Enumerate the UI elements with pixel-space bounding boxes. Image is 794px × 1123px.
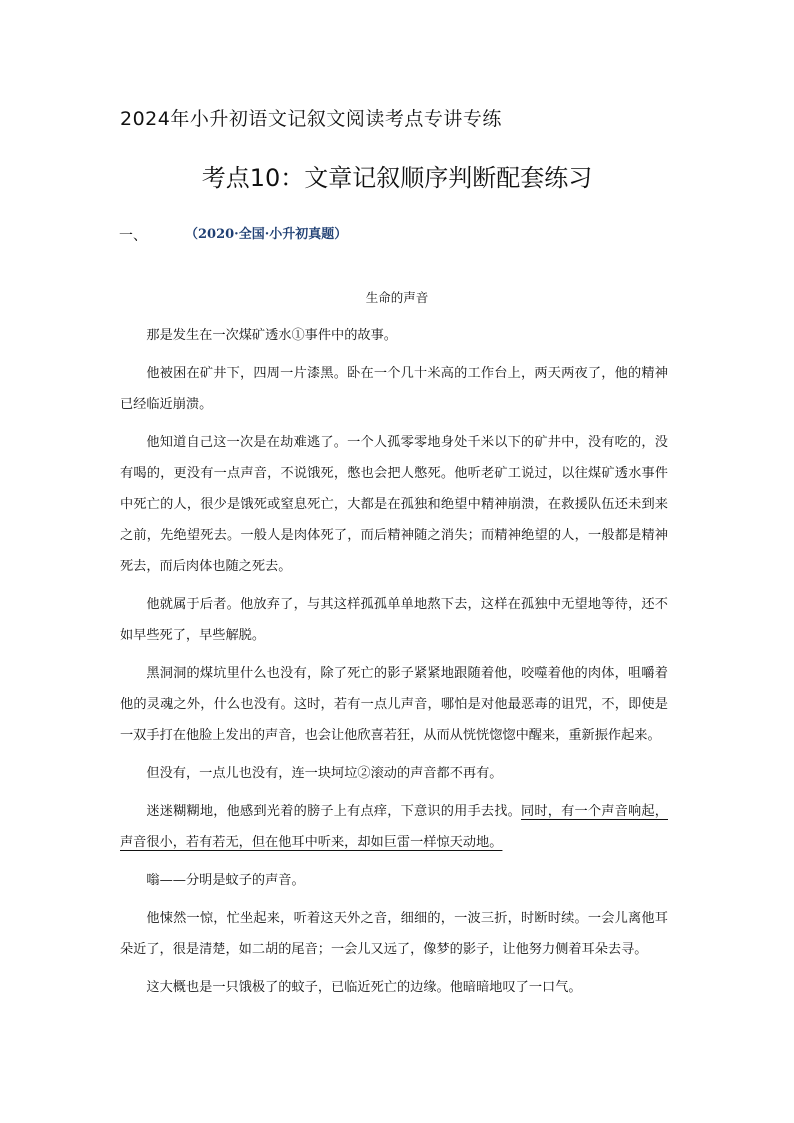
series-title: 2024年小升初语文记叙文阅读考点专讲专练: [120, 108, 502, 130]
story-body: [120, 320, 668, 1010]
story-title: 生命的声音: [365, 290, 429, 305]
paragraph: 嗡——分明是蚊子的声音。: [146, 873, 305, 888]
paragraph: 这大概也是一只饿极了的蚊子，已临近死亡的边缘。他暗暗地叹了一口气。: [146, 980, 582, 995]
page-title: 考点10：文章记叙顺序判断配套练习: [201, 164, 593, 192]
section-number: 一、: [119, 228, 147, 244]
question-source: （2020·全国·小升初真题）: [185, 227, 348, 242]
paragraph: 他知道自己这一次是在劫难逃了。一个人孤零零地身处千米以下的矿井中，没有吃的，没有喝的，更没有一点声音，不说饿死，憋也会把人憋死。他听老矿工说过，以往煤矿透水事件中死亡的人，很少是饿死或窒息死亡，大都是在孤独和绝望中精神崩溃，在救援队伍还未到来之前，先绝望死去。一般人是肉体死了，而后精神随之消失；而精神绝望的人，一般都是精神死去，而后肉体也随之死去。: [120, 435, 668, 574]
paragraph: 他就属于后者。他放弃了，与其这样孤孤单单地熬下去，这样在孤独中无望地等待，还不如早些死了，早些解脱。: [120, 597, 668, 643]
paragraph-text: 迷迷糊糊地，他感到光着的膀子上有点痒，下意识的用手去找。: [146, 804, 522, 819]
paragraph: 那是发生在一次煤矿透水①事件中的故事。: [146, 328, 397, 343]
paragraph: 他悚然一惊，忙坐起来，听着这天外之音，细细的，一波三折，时断时续。一会儿离他耳朵近了，很是清楚，如二胡的尾音；一会儿又远了，像梦的影子，让他努力侧着耳朵去寻。: [120, 911, 668, 957]
paragraph-with-underline: [120, 796, 668, 858]
paragraph: 黑洞洞的煤坑里什么也没有，除了死亡的影子紧紧地跟随着他，咬噬着他的肉体，咀嚼着他的灵魂之外，什么也没有。这时，若有一点儿声音，哪怕是对他最恶毒的诅咒，不，即使是一双手打在他脸上发出的声音，也会让他欣喜若狂，从而从恍恍惚惚中醒来，重新振作起来。: [120, 666, 668, 743]
paragraph: 他被困在矿井下，四周一片漆黑。卧在一个几十米高的工作台上，两天两夜了，他的精神已经临近崩溃。: [120, 366, 668, 412]
paragraph: 但没有，一点儿也没有，连一块坷垃②滚动的声音都不再有。: [146, 766, 503, 781]
underlined-sentence: 同时，有一个声音响起，声音很小，若有若无，但在他耳中听来，却如巨雷一样惊天动地。: [120, 804, 668, 850]
